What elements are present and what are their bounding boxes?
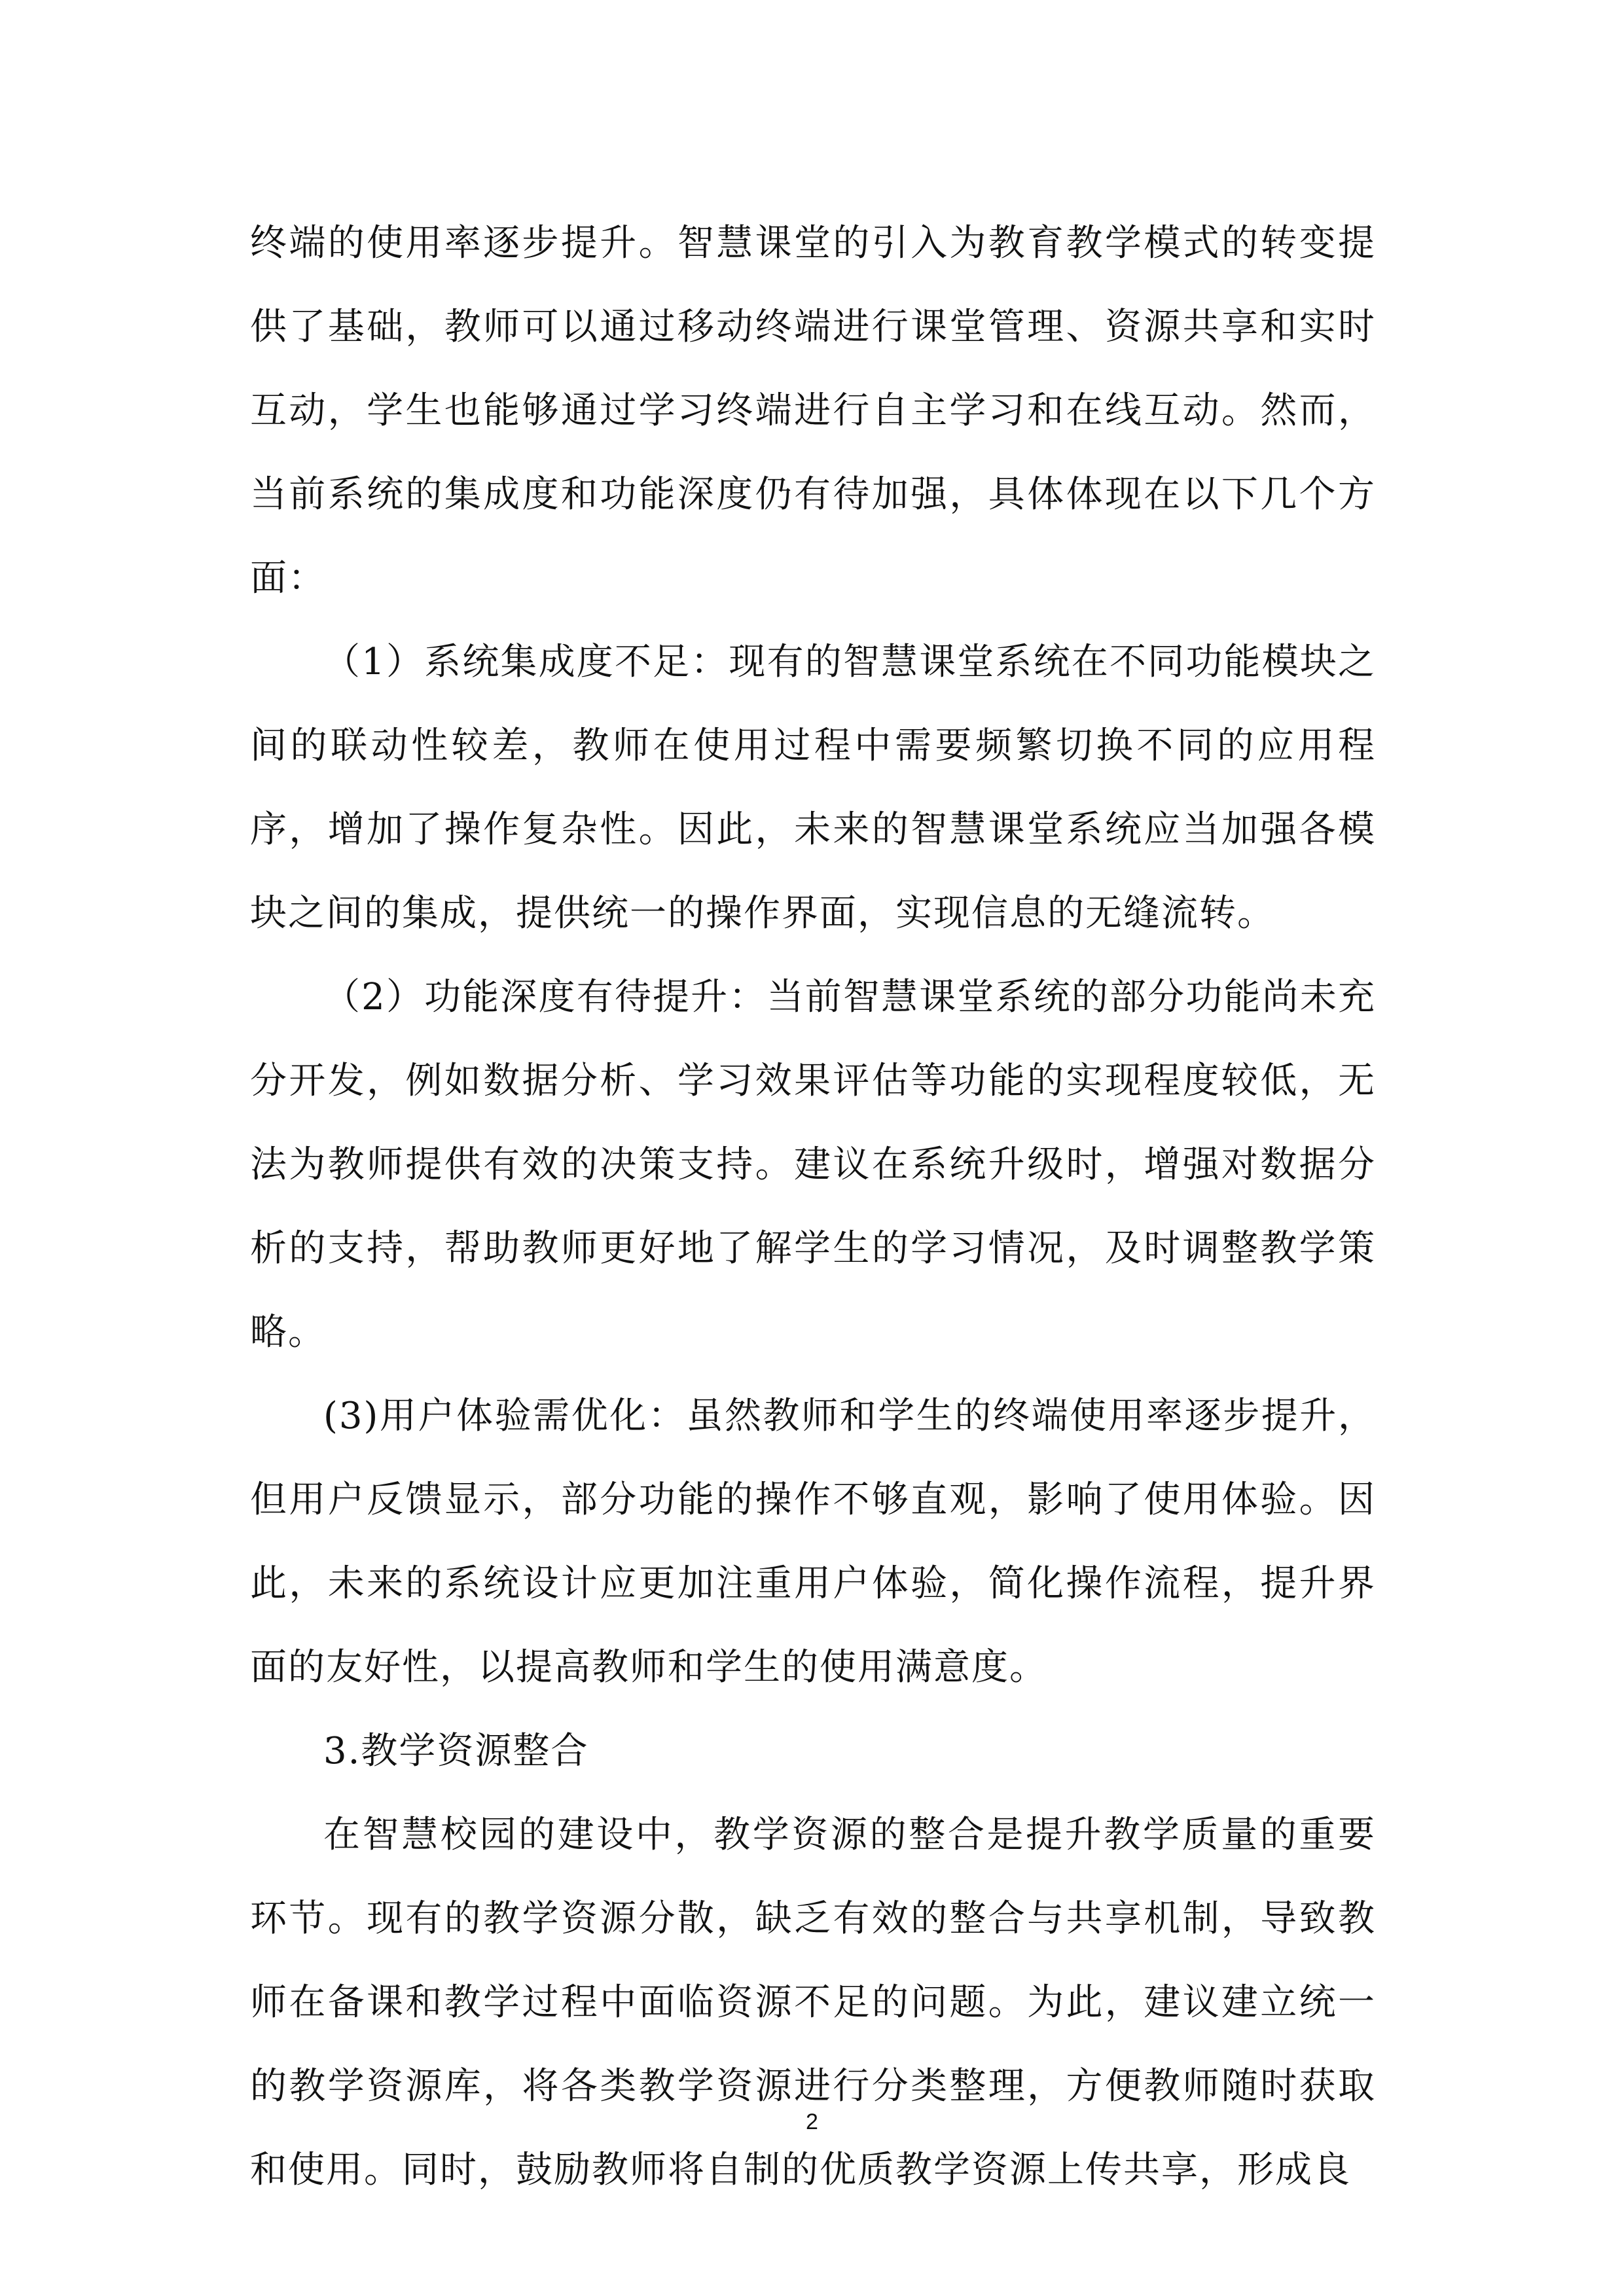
section-heading: 3.教学资源整合 — [323, 1730, 589, 1772]
paragraph-item-3: (3)用户体验需优化：虽然教师和学生的终端使用率逐步提升，但用户反馈显示，部分功能的操作不够直观，影响了使用体验。因此，未来的系统设计应更加注重用户体验，简化操作流程，提升界面的友好性，以提高教师和学生的使用满意度。 — [250, 1395, 1376, 1689]
paragraph-continuation: 终端的使用率逐步提升。智慧课堂的引入为教育教学模式的转变提供了基础，教师可以通过移动终端进行课堂管理、资源共享和实时互动，学生也能够通过学习终端进行自主学习和在线互动。然而，当前系统的集成度和功能深度仍有待加强，具体体现在以下几个方面： — [250, 222, 1376, 600]
document-body — [250, 202, 1376, 2212]
paragraph-item-1: （1）系统集成度不足：现有的智慧课堂系统在不同功能模块之间的联动性较差，教师在使用过程中需要频繁切换不同的应用程序，增加了操作复杂性。因此，未来的智慧课堂系统应当加强各模块之间的集成，提供统一的操作界面，实现信息的无缝流转。 — [250, 641, 1376, 935]
paragraph-item-2: （2）功能深度有待提升：当前智慧课堂系统的部分功能尚未充分开发，例如数据分析、学习效果评估等功能的实现程度较低，无法为教师提供有效的决策支持。建议在系统升级时，增强对数据分析的支持，帮助教师更好地了解学生的学习情况，及时调整教学策略。 — [250, 976, 1376, 1354]
paragraph-resources: 在智慧校园的建设中，教学资源的整合是提升教学质量的重要环节。现有的教学资源分散，缺乏有效的整合与共享机制，导致教师在备课和教学过程中面临资源不足的问题。为此，建议建立统一的教学资源库，将各类教学资源进行分类整理，方便教师随时获取和使用。同时，鼓励教师将自制的优质教学资源上传共享，形成良 — [250, 1814, 1376, 2191]
page-number: 2 — [806, 2109, 818, 2134]
